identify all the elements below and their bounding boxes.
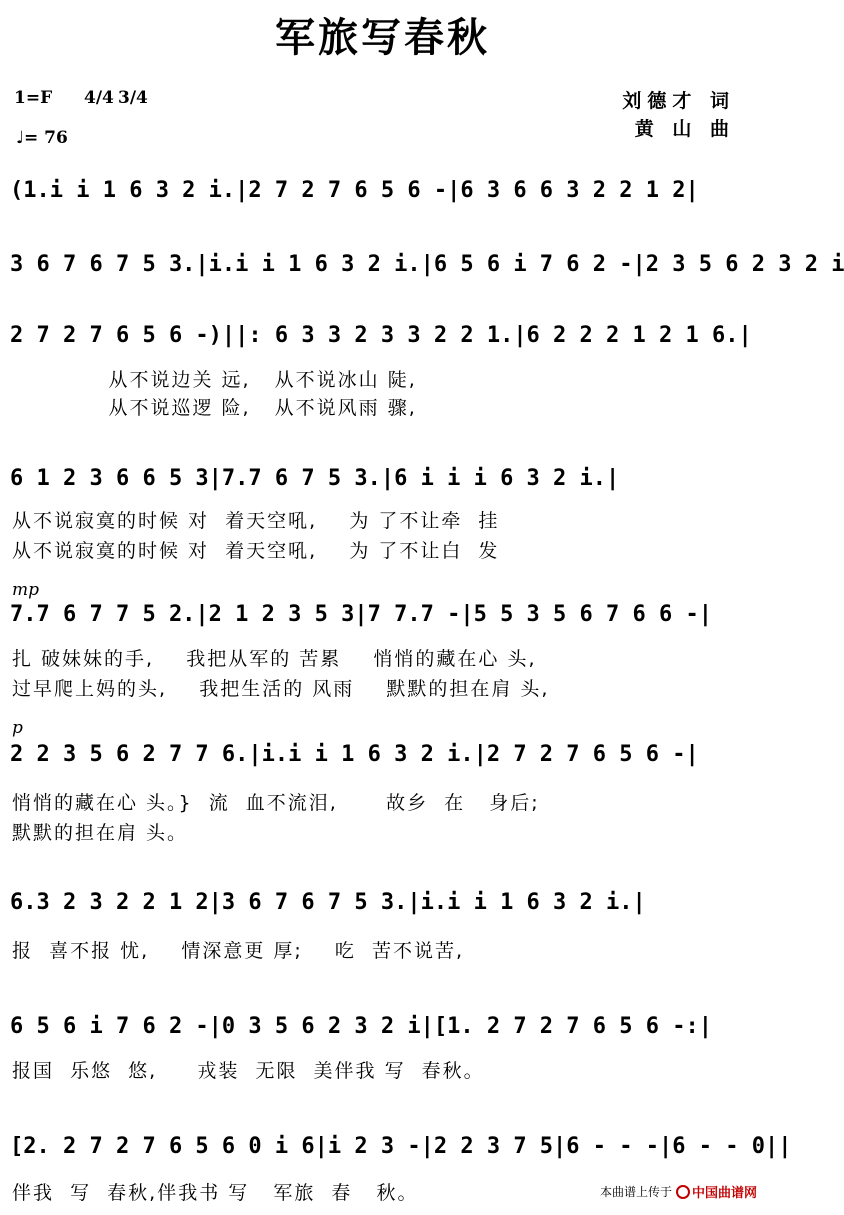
site-logo[interactable] [676, 1182, 757, 1201]
logo-icon [676, 1185, 690, 1199]
notation-line: 3 6 7 6 7 5 3.|i.i i 1 6 3 2 i.|6 5 6 i 7 6 2 -|2 3 5 6 2 3 2 i [10, 252, 844, 277]
time-signature-1: 4/4 [84, 88, 114, 108]
lyric-verse-2: 从不说巡逻 险, 从不说风雨 骤, [12, 397, 417, 419]
song-title: 军旅写春秋 [275, 15, 490, 61]
lyric-verse-2: 过早爬上妈的头, 我把生活的 风雨 默默的担在肩 头, [12, 678, 550, 700]
footer-text: 本曲谱上传于 [599, 1185, 672, 1199]
lyric-verse-1: 伴我 写 春秋,伴我书 写 军旅 春 秋。 [12, 1182, 419, 1204]
lyric-verse-2: 默默的担在肩 头。 [12, 822, 189, 844]
lyric-verse-1: 报国 乐悠 悠, 戎装 无限 美伴我 写 春秋。 [12, 1060, 485, 1082]
lyric-verse-1: 从不说边关 远, 从不说冰山 陡, [12, 369, 417, 391]
tempo-marking: ♩= 76 [16, 128, 68, 148]
lyric-verse-1: 扎 破妹妹的手, 我把从军的 苦累 悄悄的藏在心 头, [12, 648, 537, 670]
notation-line: [2. 2 7 2 7 6 5 6 0 i 6|i 2 3 -|2 2 3 7 5|6 - - -|6 - - 0|| [10, 1134, 792, 1159]
notation-line: 6.3 2 3 2 2 1 2|3 6 7 6 7 5 3.|i.i i 1 6 3 2 i.| [10, 890, 646, 915]
lyric-verse-1: 报 喜不报 忧, 情深意更 厚; 吃 苦不说苦, [12, 940, 465, 962]
lyric-verse-1: 悄悄的藏在心 头。} 流 血不流泪, 故乡 在 身后; [12, 792, 540, 814]
notation-line: 6 5 6 i 7 6 2 -|0 3 5 6 2 3 2 i|[1. 2 7 2 7 6 5 6 -:| [10, 1014, 712, 1039]
notation-line: 2 2 3 5 6 2 7 7 6.|i.i i 1 6 3 2 i.|2 7 2 7 6 5 6 -| [10, 742, 699, 767]
dynamic-p: p [12, 718, 23, 738]
lyricist-credit: 刘德才 词 [622, 90, 735, 112]
notation-line: 7.7 6 7 7 5 2.|2 1 2 3 5 3|7 7.7 -|5 5 3 5 6 7 6 6 -| [10, 602, 712, 627]
time-signature-2: 3/4 [118, 88, 148, 108]
lyric-verse-1: 从不说寂寞的时候 对 着天空吼, 为 了不让牵 挂 [12, 510, 500, 532]
upload-footer [600, 1182, 757, 1201]
notation-line: (1.i i 1 6 3 2 i.|2 7 2 7 6 5 6 -|6 3 6 6 3 2 2 1 2| [10, 178, 699, 203]
lyric-verse-2: 从不说寂寞的时候 对 着天空吼, 为 了不让白 发 [12, 540, 500, 562]
notation-line: 6 1 2 3 6 6 5 3|7.7 6 7 5 3.|6 i i i 6 3 2 i.| [10, 466, 620, 491]
composer-credit: 黄 山 曲 [634, 118, 735, 140]
notation-line: 2 7 2 7 6 5 6 -)||: 6 3 3 2 3 3 2 2 1.|6 2 2 2 1 2 1 6.| [10, 323, 752, 348]
dynamic-mp: mp [12, 580, 40, 600]
key-signature: 1=F [14, 88, 53, 108]
site-name: 中国曲谱网 [691, 1186, 757, 1201]
